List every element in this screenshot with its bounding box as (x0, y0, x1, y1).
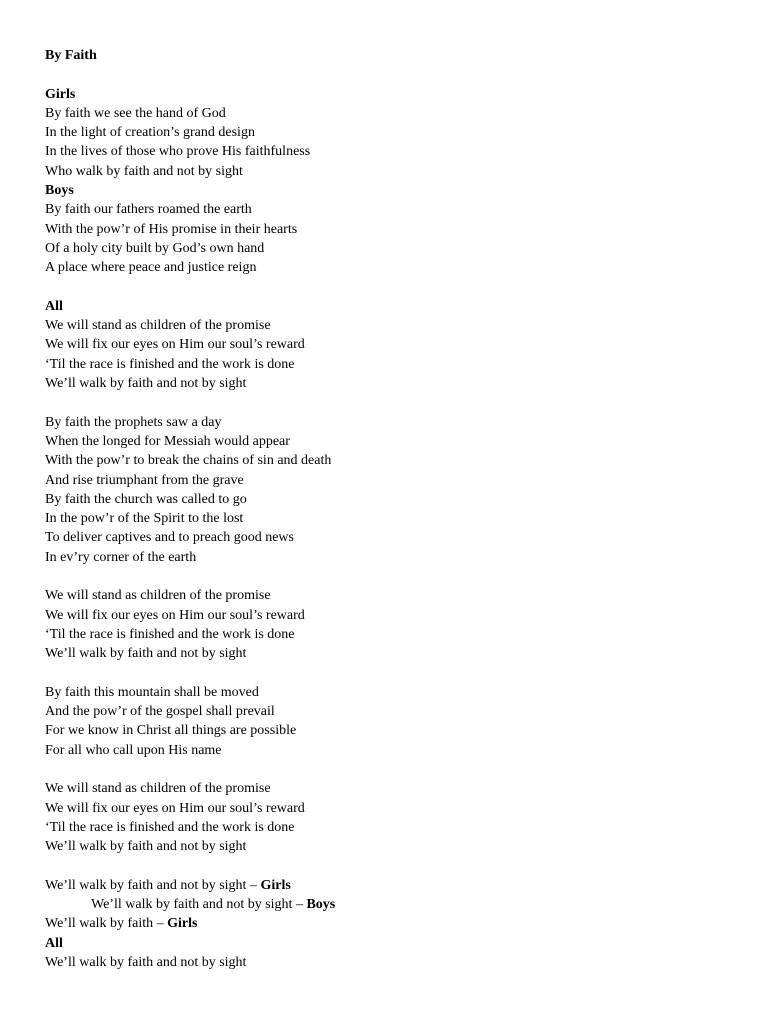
chorus-1 (45, 316, 745, 393)
lyric-line: We will stand as children of the promise (45, 318, 271, 334)
lyric-line: By faith the church was called to go (45, 491, 247, 507)
song-title: By Faith (45, 48, 97, 63)
ending-line-girls (45, 876, 745, 895)
spacer (45, 278, 745, 297)
lyric-line: For we know in Christ all things are possible (45, 723, 297, 739)
lyric-line: Of a holy city built by God’s own hand (45, 240, 265, 256)
lyric-line: We will fix our eyes on Him our soul’s reward (45, 337, 305, 353)
part-label-girls: Girls (260, 877, 291, 893)
lyric-line: ‘Til the race is finished and the work is done (45, 626, 295, 642)
lyric-line: By faith our fathers roamed the earth (45, 202, 252, 218)
lyric-line: In the lives of those who prove His faithfulness (45, 144, 311, 160)
lyric-line: In ev’ry corner of the earth (45, 549, 197, 565)
lyric-line: We will fix our eyes on Him our soul’s reward (45, 800, 305, 816)
lyric-line: We’ll walk by faith and not by sight (45, 839, 247, 855)
ending-line-girls-short (45, 914, 745, 933)
lyric-line: With the pow’r to break the chains of sin and death (45, 453, 332, 469)
lyric-text: We’ll walk by faith and not by sight – (45, 877, 261, 893)
verse-2 (45, 413, 745, 567)
verse-3 (45, 683, 745, 760)
part-label-boys: Boys (306, 897, 336, 913)
spacer (45, 393, 745, 412)
part-label-girls: Girls (167, 916, 198, 932)
section-label-all: All (45, 935, 63, 951)
lyric-line: We will stand as children of the promise (45, 588, 271, 604)
lyric-text: We’ll walk by faith and not by sight – (91, 897, 307, 913)
spacer (45, 856, 745, 875)
lyric-line: In the pow’r of the Spirit to the lost (45, 511, 244, 527)
lyric-line: For all who call upon His name (45, 742, 222, 758)
lyric-line: By faith the prophets saw a day (45, 414, 222, 430)
lyric-line: We will stand as children of the promise (45, 781, 271, 797)
ending (45, 876, 745, 972)
verse1-girls (45, 104, 745, 181)
section-label-girls: Girls (45, 86, 76, 102)
spacer (45, 65, 745, 84)
lyric-line: When the longed for Messiah would appear (45, 433, 290, 449)
lyric-line: ‘Til the race is finished and the work is done (45, 819, 295, 835)
spacer (45, 664, 745, 683)
lyric-line: ‘Til the race is finished and the work is done (45, 356, 295, 372)
lyric-line: Who walk by faith and not by sight (45, 163, 243, 179)
lyric-line: And rise triumphant from the grave (45, 472, 244, 488)
verse1-boys (45, 200, 745, 277)
section-label-all: All (45, 298, 63, 314)
lyrics-document (45, 46, 745, 972)
lyric-text: We’ll walk by faith – (45, 916, 168, 932)
lyric-line: We will fix our eyes on Him our soul’s reward (45, 607, 305, 623)
ending-line-boys (45, 895, 745, 914)
final-lyric-line: We’ll walk by faith and not by sight (45, 954, 247, 970)
chorus-2 (45, 586, 745, 663)
lyric-line: To deliver captives and to preach good news (45, 530, 294, 546)
lyric-line: We’ll walk by faith and not by sight (45, 376, 247, 392)
spacer (45, 567, 745, 586)
lyric-line: With the pow’r of His promise in their hearts (45, 221, 298, 237)
lyric-line: By faith we see the hand of God (45, 105, 226, 121)
lyric-line: And the pow’r of the gospel shall prevail (45, 704, 275, 720)
lyric-line: By faith this mountain shall be moved (45, 684, 259, 700)
lyric-line: A place where peace and justice reign (45, 260, 257, 276)
spacer (45, 760, 745, 779)
lyric-line: We’ll walk by faith and not by sight (45, 646, 247, 662)
lyric-line: In the light of creation’s grand design (45, 125, 255, 141)
chorus-3 (45, 779, 745, 856)
section-label-boys: Boys (45, 183, 74, 199)
